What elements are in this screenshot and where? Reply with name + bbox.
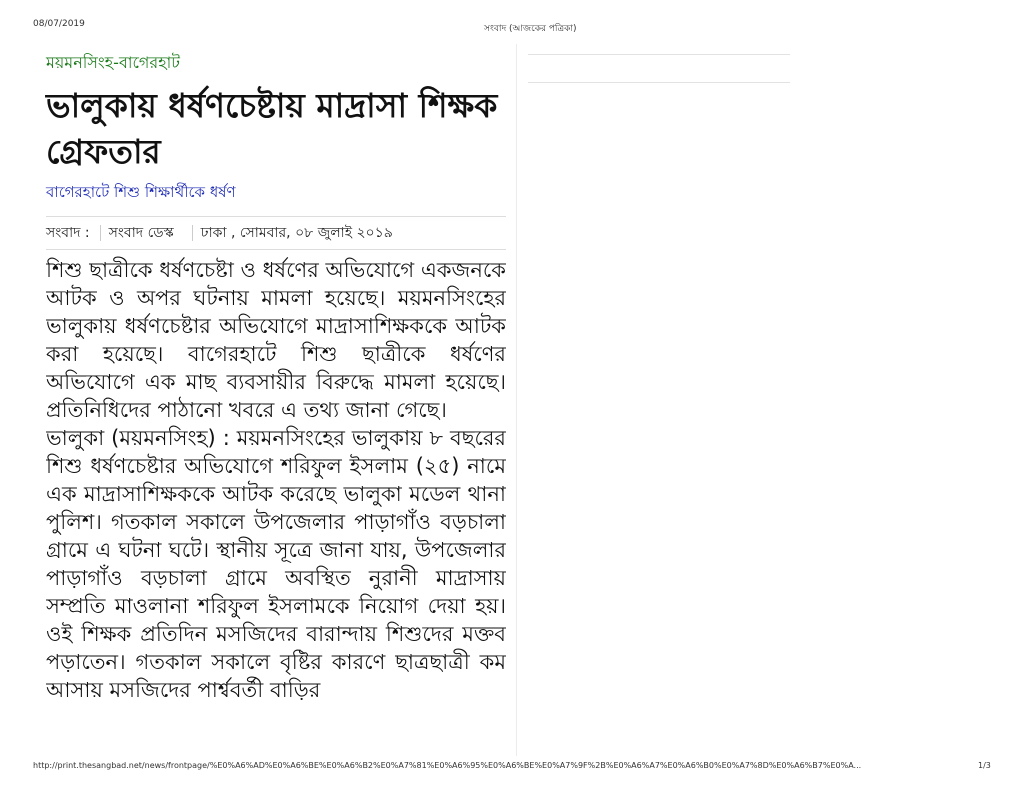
article	[46, 50, 506, 734]
print-page-title: সংবাদ (আজকের পত্রিকা)	[484, 24, 577, 34]
article-paragraph: শিশু ছাত্রীকে ধর্ষণচেষ্টা ও ধর্ষণের অভিযোগে একজনকে আটক ও অপর ঘটনায় মামলা হয়েছে। ময়মনসিংহের ভালুকায় ধর্ষণচেষ্টার অভিযোগে মাদ্রাসাশিক্ষককে আটক করা হয়েছে। বাগেরহাটে শিশু ছাত্রীকে ধর্ষণের অভিযোগে এক মাছ ব্যবসায়ীর বিরুদ্ধে মামলা হয়েছে। প্রতিনিধিদের পাঠানো খবরে এ তথ্য জানা গেছে।	[46, 258, 506, 422]
print-page-number: 1/3	[978, 761, 991, 770]
byline-label: সংবাদ :	[46, 225, 90, 241]
article-paragraph: ভালুকা (ময়মনসিংহ) : ময়মনসিংহের ভালুকায় ৮ বছরের শিশু ধর্ষণচেষ্টার অভিযোগে শরিফুল ইসলাম (২৫) নামে এক মাদ্রাসাশিক্ষককে আটক করেছে ভালুকা মডেল থানা পুলিশ। গতকাল সকালে উপজেলার পাড়াগাঁও বড়চালা গ্রামে এ ঘটনা ঘটে। স্থানীয় সূত্রে জানা যায়, উপজেলার পাড়াগাঁও বড়চালা গ্রামে অবস্থিত নুরানী মাদ্রাসায় সম্প্রতি মাওলানা শরিফুল ইসলামকে নিয়োগ দেয়া হয়। ওই শিক্ষক প্রতিদিন মসজিদের বারান্দায় শিশুদের মক্তব পড়াতেন। গতকাল সকালে বৃষ্টির কারণে ছাত্রছাত্রী কম আসায় মসজিদের পার্শ্ববর্তী বাড়ির	[46, 426, 506, 702]
sidebar	[528, 54, 790, 110]
sidebar-rule	[528, 54, 790, 55]
print-url: http://print.thesangbad.net/news/frontpage/%E0%A6%AD%E0%A6%BE%E0%A6%B2%E0%A7%81%E0%A6%95%E0%A6%BE%E0%A7%9F%2B%E0%A6%A7%E0%A6%B0%E0%A7%8D%E0%A6%B7%E0%A...	[33, 761, 862, 770]
column-divider	[516, 44, 517, 756]
byline-place-date: ঢাকা , সোমবার, ০৮ জুলাই ২০১৯	[200, 225, 393, 241]
byline	[46, 216, 506, 250]
print-header	[0, 0, 1024, 34]
print-date: 08/07/2019	[33, 19, 85, 29]
article-body	[46, 256, 506, 734]
article-headline: ভালুকায় ধর্ষণচেষ্টায় মাদ্রাসা শিক্ষক গ্রেফতার	[46, 86, 498, 171]
sidebar-rule	[528, 82, 790, 83]
byline-reporter: সংবাদ ডেস্ক	[108, 225, 174, 241]
print-footer	[0, 758, 1024, 778]
byline-divider	[192, 225, 193, 241]
article-subhead: বাগেরহাটে শিশু শিক্ষার্থীকে ধর্ষণ	[46, 183, 236, 201]
article-kicker: ময়মনসিংহ-বাগেরহাট	[46, 53, 180, 72]
byline-divider	[100, 225, 101, 241]
